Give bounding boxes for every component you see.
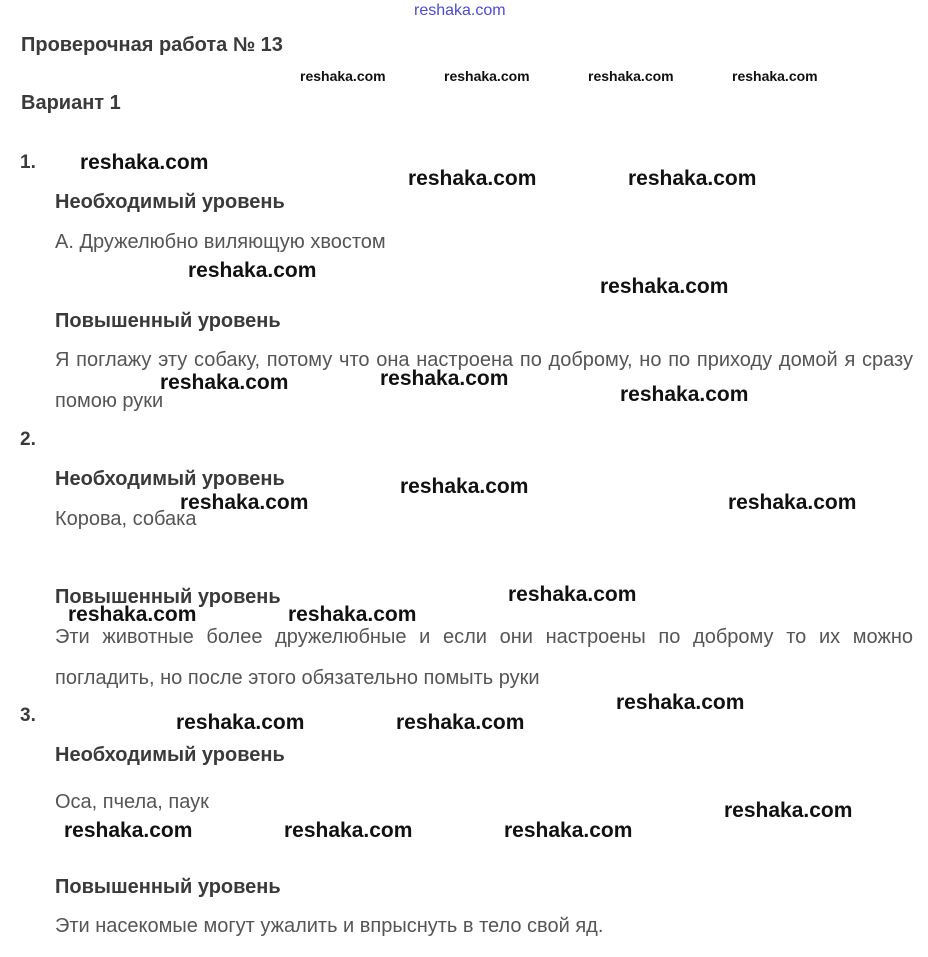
watermark: reshaka.com <box>728 491 857 514</box>
advanced-level-label-3: Повышенный уровень <box>55 876 281 898</box>
watermark: reshaka.com <box>80 151 209 174</box>
watermark: reshaka.com <box>588 68 674 84</box>
watermark: reshaka.com <box>284 819 413 842</box>
watermark: reshaka.com <box>288 603 417 626</box>
watermark: reshaka.com <box>180 491 309 514</box>
watermark: reshaka.com <box>628 167 757 190</box>
required-answer-2: Корова, собака <box>55 508 197 530</box>
watermark: reshaka.com <box>188 259 317 282</box>
required-answer-3: Оса, пчела, паук <box>55 791 209 813</box>
watermark: reshaka.com <box>504 819 633 842</box>
page-title: Проверочная работа № 13 <box>21 34 283 56</box>
advanced-level-label-1: Повышенный уровень <box>55 310 281 332</box>
advanced-answer-1: Я поглажу эту собаку, потому что она настроена по доброму, но по приходу домой я сразу помою руки <box>55 349 913 412</box>
watermark: reshaka.com <box>400 475 529 498</box>
watermark: reshaka.com <box>300 68 386 84</box>
watermark: reshaka.com <box>444 68 530 84</box>
watermark: reshaka.com <box>620 383 749 406</box>
watermark: reshaka.com <box>508 583 637 606</box>
advanced-answer-2: Эти животные более дружелюбные и если они настроены по доброму то их можно погладить, но после этого обязательно помыть руки <box>55 626 913 689</box>
watermark: reshaka.com <box>616 691 745 714</box>
required-level-label-2: Необходимый уровень <box>55 468 285 490</box>
watermark: reshaka.com <box>732 68 818 84</box>
watermark: reshaka.com <box>176 711 305 734</box>
advanced-level-label-2: Повышенный уровень <box>55 586 281 608</box>
watermark: reshaka.com <box>380 367 509 390</box>
watermark: reshaka.com <box>396 711 525 734</box>
question-number-1: 1. <box>20 152 36 173</box>
required-level-label-1: Необходимый уровень <box>55 191 285 213</box>
watermark: reshaka.com <box>68 603 197 626</box>
question-number-2: 2. <box>20 429 36 450</box>
watermark: reshaka.com <box>64 819 193 842</box>
question-number-3: 3. <box>20 705 36 726</box>
site-link-top[interactable]: reshaka.com <box>414 2 506 19</box>
watermark: reshaka.com <box>600 275 729 298</box>
required-answer-1: А. Дружелюбно виляющую хвостом <box>55 231 386 253</box>
variant-heading: Вариант 1 <box>21 92 121 114</box>
watermark: reshaka.com <box>160 371 289 394</box>
watermark: reshaka.com <box>408 167 537 190</box>
watermark: reshaka.com <box>724 799 853 822</box>
advanced-answer-3: Эти насекомые могут ужалить и впрыснуть в тело свой яд. <box>55 915 604 937</box>
required-level-label-3: Необходимый уровень <box>55 744 285 766</box>
